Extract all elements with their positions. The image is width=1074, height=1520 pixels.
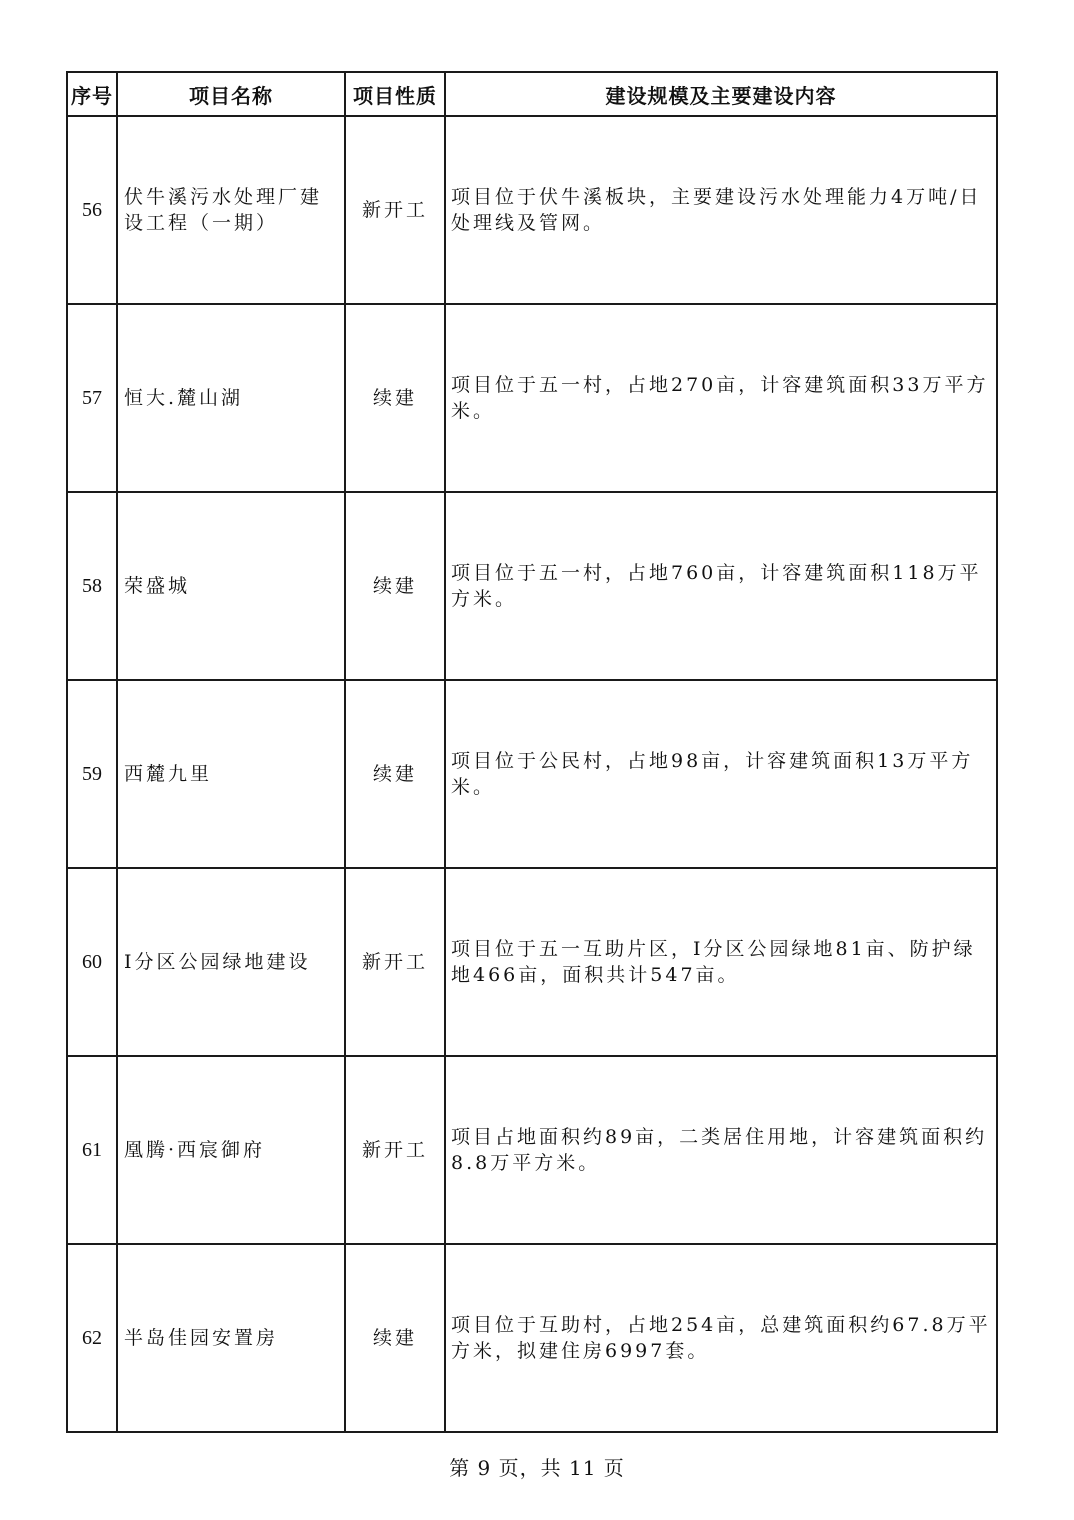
header-row bbox=[67, 72, 997, 116]
header-project-name: 项目名称 bbox=[117, 72, 345, 116]
row-construction-content: 项目位于互助村，占地254亩，总建筑面积约67.8万平方米，拟建住房6997套。 bbox=[445, 1244, 997, 1432]
header-serial-no: 序号 bbox=[67, 72, 117, 116]
row-project-name: 半岛佳园安置房 bbox=[117, 1244, 345, 1432]
header-project-nature: 项目性质 bbox=[345, 72, 445, 116]
row-project-nature: 新开工 bbox=[345, 116, 445, 304]
row-project-name: 荣盛城 bbox=[117, 492, 345, 680]
row-project-nature: 续建 bbox=[345, 1244, 445, 1432]
table-row bbox=[67, 1056, 997, 1244]
row-project-name: 西麓九里 bbox=[117, 680, 345, 868]
table-row bbox=[67, 680, 997, 868]
row-serial-no: 58 bbox=[67, 492, 117, 680]
table-row bbox=[67, 1244, 997, 1432]
row-construction-content: 项目位于五一村，占地270亩，计容建筑面积33万平方米。 bbox=[445, 304, 997, 492]
table-row bbox=[67, 492, 997, 680]
row-project-name: I分区公园绿地建设 bbox=[117, 868, 345, 1056]
row-project-name: 伏牛溪污水处理厂建设工程（一期） bbox=[117, 116, 345, 304]
table-row bbox=[67, 116, 997, 304]
row-project-nature: 新开工 bbox=[345, 868, 445, 1056]
header-construction-content: 建设规模及主要建设内容 bbox=[445, 72, 997, 116]
row-construction-content: 项目位于伏牛溪板块，主要建设污水处理能力4万吨/日处理线及管网。 bbox=[445, 116, 997, 304]
row-project-name: 凰腾·西宸御府 bbox=[117, 1056, 345, 1244]
row-serial-no: 56 bbox=[67, 116, 117, 304]
table-row bbox=[67, 304, 997, 492]
row-serial-no: 61 bbox=[67, 1056, 117, 1244]
row-project-nature: 续建 bbox=[345, 680, 445, 868]
row-project-nature: 续建 bbox=[345, 304, 445, 492]
row-serial-no: 57 bbox=[67, 304, 117, 492]
row-construction-content: 项目占地面积约89亩，二类居住用地，计容建筑面积约8.8万平方米。 bbox=[445, 1056, 997, 1244]
row-construction-content: 项目位于五一村，占地760亩，计容建筑面积118万平方米。 bbox=[445, 492, 997, 680]
project-table bbox=[66, 71, 998, 1433]
table-header bbox=[67, 72, 997, 116]
row-project-nature: 新开工 bbox=[345, 1056, 445, 1244]
row-project-nature: 续建 bbox=[345, 492, 445, 680]
table-row bbox=[67, 868, 997, 1056]
row-project-name: 恒大.麓山湖 bbox=[117, 304, 345, 492]
row-construction-content: 项目位于公民村，占地98亩，计容建筑面积13万平方米。 bbox=[445, 680, 997, 868]
row-serial-no: 59 bbox=[67, 680, 117, 868]
row-construction-content: 项目位于五一互助片区，I分区公园绿地81亩、防护绿地466亩，面积共计547亩。 bbox=[445, 868, 997, 1056]
table-body bbox=[67, 116, 997, 1432]
page-number-footer: 第 9 页，共 11 页 bbox=[449, 1456, 625, 1480]
row-serial-no: 62 bbox=[67, 1244, 117, 1432]
row-serial-no: 60 bbox=[67, 868, 117, 1056]
